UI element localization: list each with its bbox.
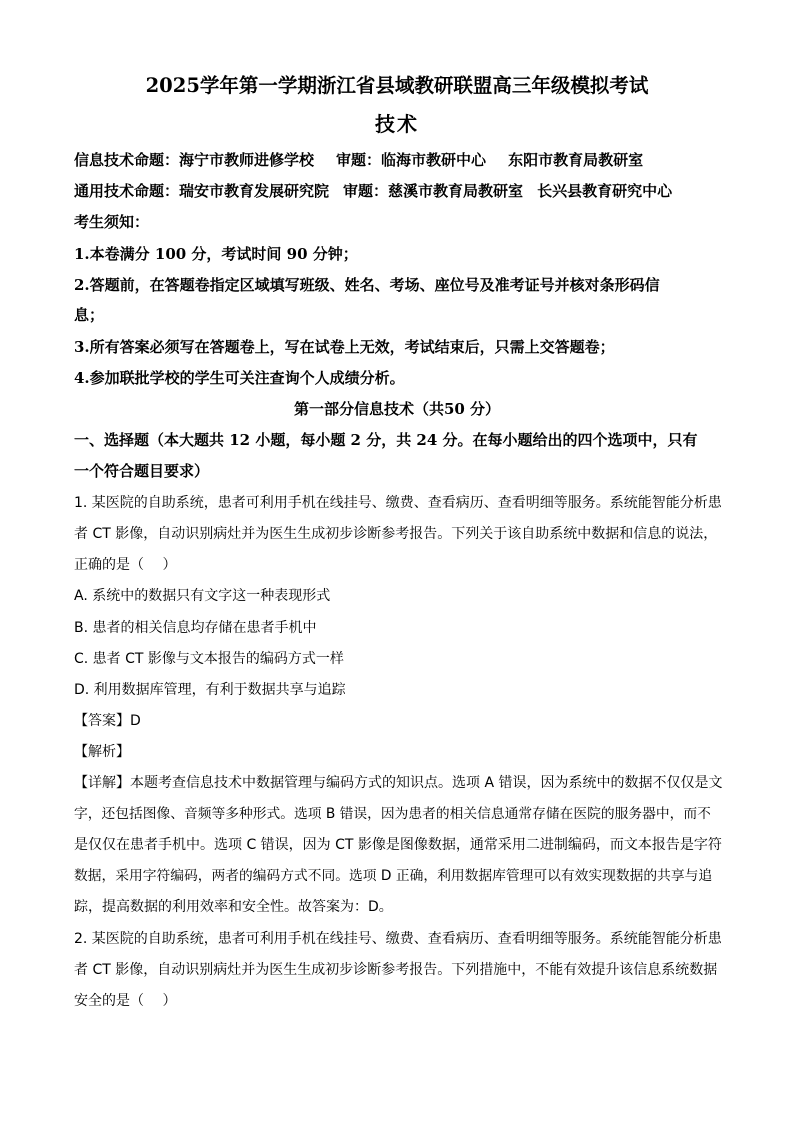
- info-reviewer-1: 临海市教研中心: [381, 151, 487, 169]
- info-label: 信息技术命题：: [74, 151, 180, 169]
- q1-answer: 【答案】D: [74, 713, 141, 729]
- exam-title: 2025学年第一学期浙江省县域教研联盟高三年级模拟考试: [145, 74, 649, 97]
- q1-stem-1: 1. 某医院的自助系统，患者可利用手机在线挂号、缴费、查看病历、查看明细等服务。系统能智能分析患: [74, 495, 722, 511]
- notice-heading: 考生须知：: [74, 213, 150, 231]
- q2-stem-1: 2. 某医院的自助系统，患者可利用手机在线挂号、缴费、查看病历、查看明细等服务。系统能智能分析患: [74, 931, 722, 947]
- notice-item-2: 2.答题前，在答题卷指定区域填写班级、姓名、考场、座位号及准考证号并核对条形码信: [74, 276, 660, 294]
- q1-option-d: D. 利用数据库管理，有利于数据共享与追踪: [74, 682, 346, 698]
- info-reviewer-2: 东阳市教育局教研室: [508, 151, 644, 169]
- q1-stem-2: 者 CT 影像，自动识别病灶并为医生生成初步诊断参考报告。下列关于该自助系统中数据和信息的说法，: [74, 526, 718, 542]
- q1-option-a: A. 系统中的数据只有文字这一种表现形式: [74, 588, 331, 604]
- credits-info-technology: [74, 150, 643, 170]
- q1-option-c: C. 患者 CT 影像与文本报告的编码方式一样: [74, 651, 344, 667]
- q1-detail-2: 字，还包括图像、音频等多种形式。选项 B 错误，因为患者的相关信息通常存储在医院的服务器中，而不: [74, 806, 711, 822]
- credits-general-technology: [74, 181, 672, 201]
- q1-detail-3: 是仅仅在患者手机中。选项 C 错误，因为 CT 影像是图像数据，通常采用二进制编码，而文本报告是字符: [74, 837, 722, 853]
- q1-detail-5: 踪，提高数据的利用效率和安全性。故答案为：D。: [74, 899, 393, 915]
- q1-detail-1: 【详解】本题考查信息技术中数据管理与编码方式的知识点。选项 A 错误，因为系统中的数据不仅仅是文: [74, 775, 723, 791]
- section-instruction-1: 一、选择题（本大题共 12 小题，每小题 2 分，共 24 分。在每小题给出的四个选项中，只有: [74, 431, 698, 449]
- info-author: 海宁市教师进修学校: [179, 151, 315, 169]
- notice-item-2-cont: 息；: [74, 306, 105, 324]
- gen-reviewer-2: 长兴县教育研究中心: [537, 182, 673, 200]
- gen-label: 通用技术命题：: [74, 182, 180, 200]
- part-title: 第一部分信息技术（共50 分）: [293, 400, 501, 418]
- gen-author: 瑞安市教育发展研究院: [179, 182, 330, 200]
- subject-title: 技术: [375, 112, 419, 136]
- info-review-label: 审题：: [336, 151, 382, 169]
- notice-item-1: 1.本卷满分 100 分，考试时间 90 分钟；: [74, 245, 358, 263]
- notice-item-4: 4.参加联批学校的学生可关注查询个人成绩分析。: [74, 369, 405, 387]
- gen-reviewer-1: 慈溪市教育局教研室: [388, 182, 524, 200]
- q2-stem-3: 安全的是（ ）: [74, 993, 177, 1009]
- gen-review-label: 审题：: [343, 182, 389, 200]
- q2-stem-2: 者 CT 影像，自动识别病灶并为医生生成初步诊断参考报告。下列措施中，不能有效提升该信息系统数据: [74, 962, 718, 978]
- notice-item-3: 3.所有答案必须写在答题卷上，写在试卷上无效，考试结束后，只需上交答题卷；: [74, 338, 615, 356]
- q1-stem-3: 正确的是（ ）: [74, 557, 177, 573]
- q1-analysis-label: 【解析】: [74, 744, 130, 760]
- section-instruction-2: 一个符合题目要求）: [74, 462, 210, 480]
- q1-option-b: B. 患者的相关信息均存储在患者手机中: [74, 620, 317, 636]
- q1-detail-4: 数据，采用字符编码，两者的编码方式不同。选项 D 正确，利用数据库管理可以有效实现数据的共享与追: [74, 868, 713, 884]
